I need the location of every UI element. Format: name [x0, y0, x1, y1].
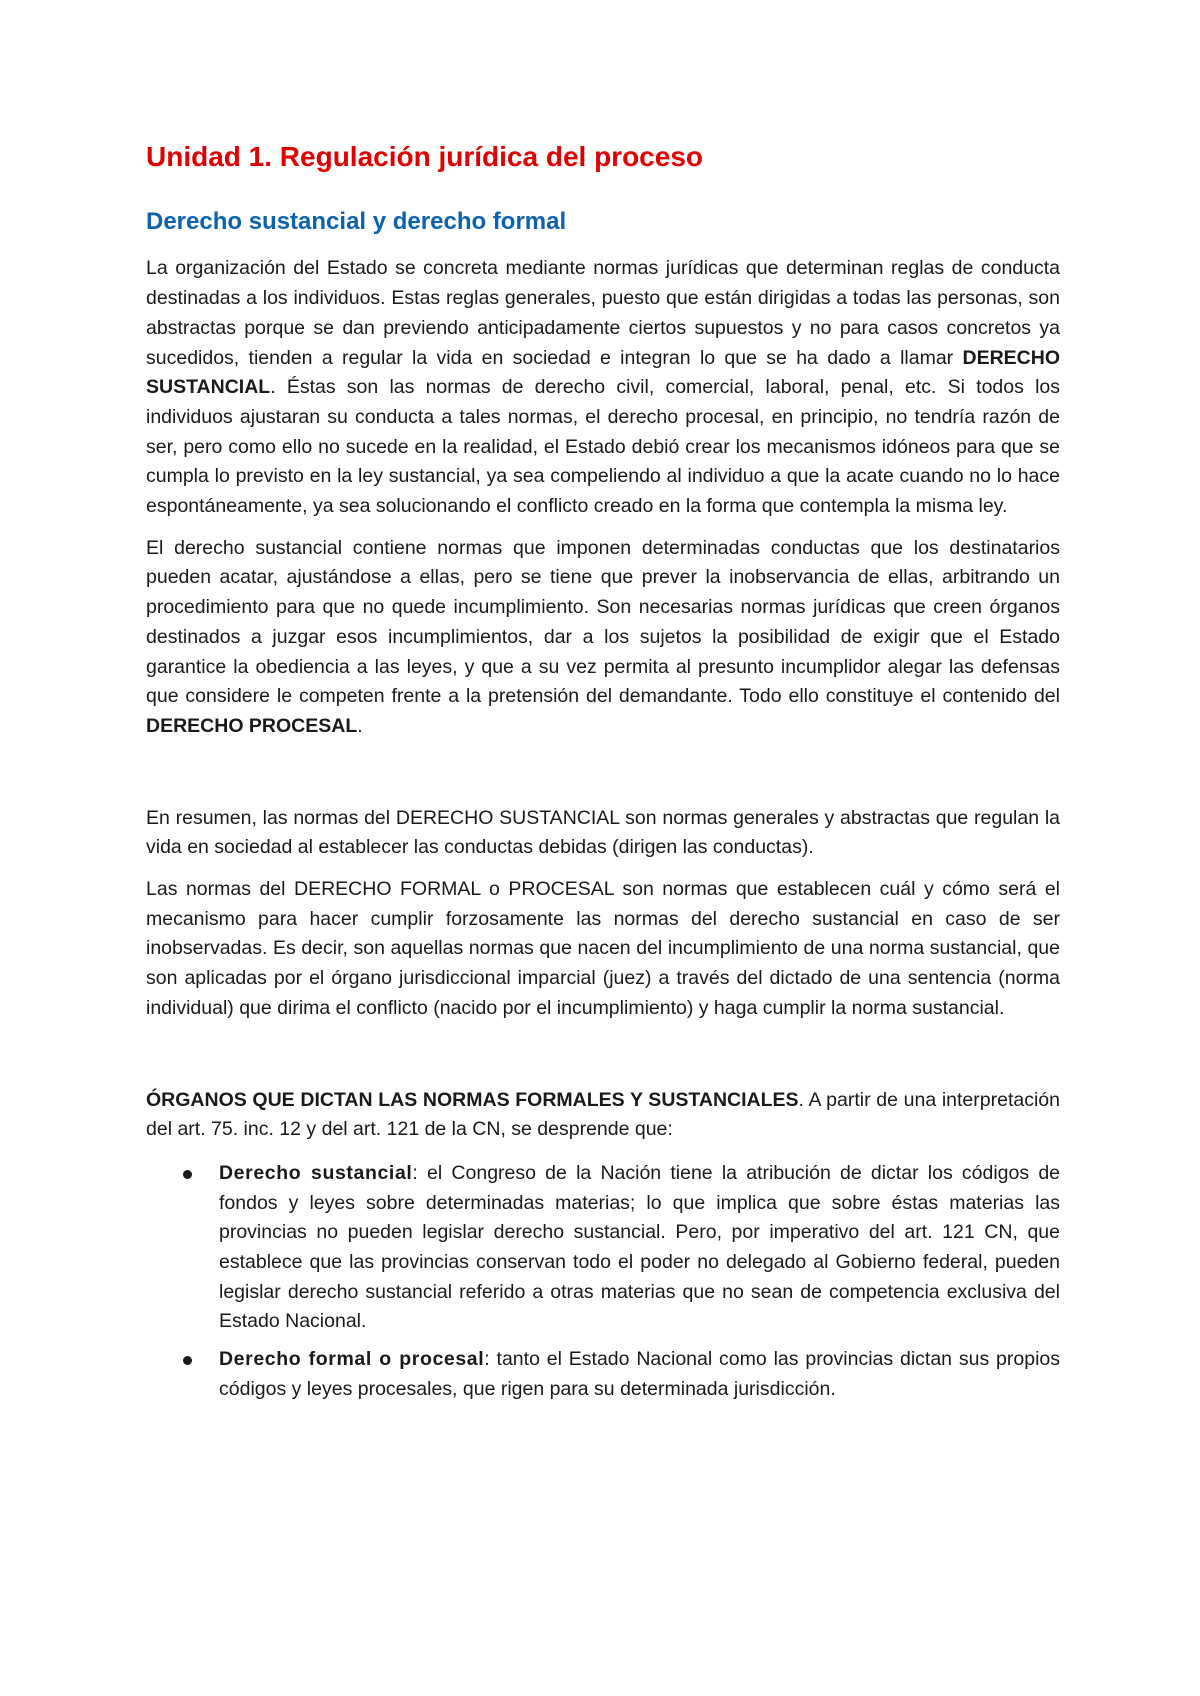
- blank-line: [146, 1036, 1060, 1086]
- bold-term: DERECHO SUSTANCIAL: [146, 346, 1060, 399]
- list-item: [146, 1159, 1060, 1337]
- bold-term: DERECHO PROCESAL: [146, 714, 358, 737]
- list-item-term: Derecho formal o procesal: [219, 1348, 485, 1371]
- paragraph-text: . A partir de una interpretación del art. 75. inc. 12 y del art. 121 de la CN, se desprende que:: [146, 1088, 1060, 1141]
- paragraph-derecho-sustancial: [146, 254, 1060, 521]
- blank-line: [146, 754, 1060, 804]
- paragraph-text: El derecho sustancial contiene normas que imponen determinadas conductas que los destinatarios pueden acatar, ajustándose a ellas, pero se tiene que prever la inobservancia de ellas, arbitrando un procedimiento para que no quede incumplimiento. Son necesarias normas jurídicas que creen órganos destinados a juzgar esos incumplimientos, dar a los sujetos la posibilidad de exigir que el Estado garantice la obediencia a las leyes, y que a su vez permita al presunto incumplidor alegar las defensas que considere le competen frente a la pretensión del demandante. Todo ello constituye el contenido del: [146, 536, 1060, 708]
- list-item-text: : tanto el Estado Nacional como las provincias dictan sus propios códigos y leyes procesales, que rigen para su determinada jurisdicción.: [219, 1348, 1060, 1400]
- list-item: [146, 1345, 1060, 1404]
- paragraph-derecho-procesal: [146, 534, 1060, 742]
- paragraph-text: . Éstas son las normas de derecho civil, comercial, laboral, penal, etc. Si todos los individuos ajustaran su conducta a tales normas, el derecho procesal, en principio, no tendría razón de ser, pero como ello no sucede en la realidad, el Estado debió crear los mecanismos idóneos para que se cumpla lo previsto en la ley sustancial, ya sea compeliendo al individuo a que la acate cuando no lo hace espontáneamente, ya sea solucionando el conflicto creado en la forma que contempla la misma ley.: [146, 376, 1060, 518]
- paragraph-text: La organización del Estado se concreta mediante normas jurídicas que determinan reglas de conducta destinadas a los individuos. Estas reglas generales, puesto que están dirigidas a todas las personas, son abstractas porque se dan previendo anticipadamente ciertos supuestos y no para casos concretos ya sucedidos, tienden a regular la vida en sociedad e integran lo que se ha dado a llamar: [146, 257, 1060, 369]
- section-title: Derecho sustancial y derecho formal: [146, 207, 567, 235]
- bullet-icon: [183, 1356, 192, 1365]
- bullet-list: [146, 1159, 1060, 1405]
- paragraph-derecho-formal: Las normas del DERECHO FORMAL o PROCESAL son normas que establecen cuál y cómo será el mecanismo para hacer cumplir forzosamente las normas del derecho sustancial en caso de ser inobservadas. Es decir, son aquellas normas que nacen del incumplimiento de una norma sustancial, que son aplicadas por el órgano jurisdiccional imparcial (juez) a través del dictado de una sentencia (norma individual) que dirima el conflicto (nacido por el incumplimiento) y haga cumplir la norma sustancial.: [146, 878, 1060, 1019]
- list-item-text: : el Congreso de la Nación tiene la atribución de dictar los códigos de fondos y leyes sobre determinadas materias; lo que implica que sobre éstas materias las provincias no pueden legislar derecho sustancial. Pero, por imperativo del art. 121 CN, que establece que las provincias conservan todo el poder no delegado al Gobierno federal, pueden legislar derecho sustancial referido a otras materias que no sean de competencia exclusiva del Estado Nacional.: [219, 1161, 1061, 1333]
- bullet-icon: [183, 1170, 192, 1179]
- document-page: [146, 140, 1060, 1413]
- paragraph-resumen: En resumen, las normas del DERECHO SUSTANCIAL son normas generales y abstractas que regulan la vida en sociedad al establecer las conductas debidas (dirigen las conductas).: [146, 806, 1060, 859]
- list-item-term: Derecho sustancial: [219, 1161, 413, 1184]
- bold-heading: ÓRGANOS QUE DICTAN LAS NORMAS FORMALES Y SUSTANCIALES: [146, 1088, 799, 1111]
- unit-title: Unidad 1. Regulación jurídica del proceso: [146, 141, 704, 172]
- paragraph-organos: [146, 1086, 1060, 1145]
- paragraph-text: .: [357, 714, 363, 737]
